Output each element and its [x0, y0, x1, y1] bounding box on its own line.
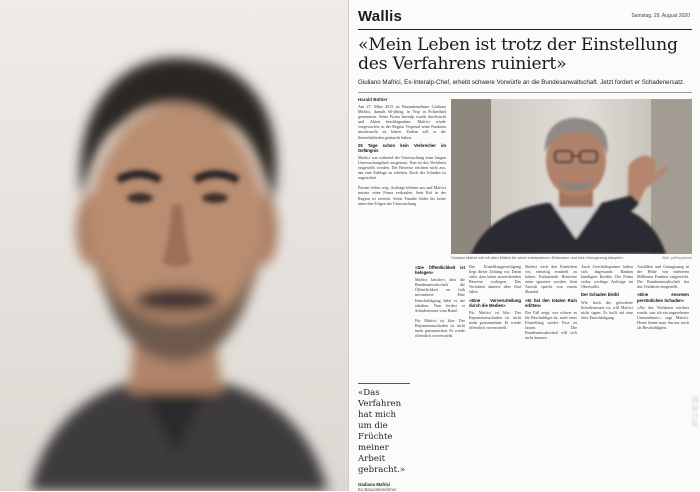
paragraph: Wie hoch der geforderte Schadenersatz ist, will Mafrici nicht sagen. Er hofft auf eine faire Entschädigung.: [581, 299, 633, 320]
deck-rule: [358, 92, 692, 93]
section-title: Wallis: [358, 8, 402, 25]
divider: [348, 0, 349, 491]
article-column-3: [469, 264, 521, 488]
article-column-5: [581, 264, 633, 488]
pull-quote: [358, 383, 410, 492]
paragraph: Auch Geschäftspartner haben sich abgewandt. Banken kündigten Kredite. Die Firma verlor wichtige Aufträge im Oberwallis.: [581, 264, 633, 290]
pull-quote-rule: [358, 383, 410, 384]
paragraph: Mafrici kritisiert, dass die Bundesanwaltschaft die Öffentlichkeit zu früh informierte. Eine Entschuldigung habe er nie erhalten. Nun fordert er Schadenersatz vom Bund.: [415, 277, 465, 313]
pull-quote-role: Ex-Bauunternehmer: [358, 487, 397, 492]
subheading: 25 Tage schon kein Verbrecher im Gefängnis: [358, 142, 446, 153]
article-column-4: [525, 264, 577, 488]
subheading: «Er hat den totalen Ruin erlitten»: [525, 297, 577, 308]
article-photo: [451, 99, 692, 254]
paragraph: Für Mafrici ist klar: Der Reputationsschaden ist nicht mehr gutzumachen. Er wurde öffentlich vorverurteilt.: [415, 317, 465, 339]
photo-caption: Giuliano Mafrici will mit allen Mitteln für seine entstandenen Einbussen und eine Genugtuung kämpfen.: [451, 256, 624, 260]
subheading: «Die Öffentlichkeit ist belogen»: [415, 265, 465, 276]
subheading: «Eine enormen persönlichen Schaden»: [637, 292, 689, 303]
date: Samstag, 29. August 2020: [631, 13, 690, 19]
portrait-photo: [0, 0, 348, 491]
paragraph: Der Fall zeigt, wie schwer es für Beschuldigte ist, nach einer Einstellung wieder Fuss zu fassen. Die Bundesanwaltschaft will sich nicht äussern.: [525, 309, 577, 341]
paragraph: Ausfällen und Genugtuung in der Höhe von mehreren Millionen Franken eingereicht. Die Bundesanwaltschaft hat das Verfahren eingestellt.: [637, 264, 689, 290]
article-photo-illustration: [451, 99, 692, 254]
paragraph: Am 27. März 2015 ist Bauunternehmer Giuliano Mafrici, damals 60-jährig, in Visp in Polizeihaft genommen. Seine Firma Interalp wurde durchsucht und Akten beschlagnahmt. Mafrici wurde vorgeworfen, in der Region Vispertal seine Funktion missbraucht zu haben. Zudem soll er die Steuerbehörden getäuscht haben.: [358, 104, 446, 140]
article-column-6: [637, 264, 689, 488]
headline: «Mein Leben ist trotz der Einstellung des Verfahrens ruiniert»: [358, 35, 678, 74]
paragraph: Für Mafrici ist klar: Der Reputationsschaden ist nicht mehr gutzumachen. Er wurde öffentlich vorverurteilt.: [469, 309, 521, 331]
subheading: «Eine Vorverurteilung durch die Medien»: [469, 297, 521, 308]
article-column-2: [415, 262, 465, 488]
paragraph: Partner fielen weg, Aufträge blieben aus und Mafrici musste seine Firma verkaufen. Sein Ruf in der Region ist zerstört. Seine Familie leidet bis heute unter den Folgen der Untersuchung.: [358, 185, 446, 206]
photo-credit: Bild: pd/Keystone: [662, 256, 692, 260]
subheading: Der Schaden bleibt: [581, 292, 619, 298]
paragraph: «Als das Verfahren eröffnet wurde, war ich ein angesehener Unternehmer», sagt Mafrici. Heute kenne man ihn nur noch als Beschuldigten.: [637, 304, 689, 331]
byline: Harald Bühler: [358, 97, 388, 102]
pull-quote-text: «Das Verfahren hat mich um die Früchte meiner Arbeit gebracht.»: [358, 388, 406, 475]
subheadline: Giuliano Mafrici, Ex-Interalp-Chef, erhebt schwere Vorwürfe an die Bundesanwaltschaft. Jetzt fordert er Schadenersatz.: [358, 79, 685, 86]
portrait-illustration: [0, 0, 348, 491]
paragraph: Die Einstellungsverfügung liegt dieser Zeitung vor. Darin steht, dass keine ausreichenden Beweise vorliegen. Das Verfahren dauerte über fünf Jahre.: [469, 264, 521, 295]
paragraph: Mafrici war während der Untersuchung einer langen Untersuchungshaft ausgesetzt. Nun ist das Verfahren eingestellt worden. Die Beweise reichten nicht aus, um eine Anklage zu erheben. Doch der Schaden ist angerichtet.: [358, 154, 446, 181]
header-rule: [358, 29, 692, 30]
pull-quote-author: Giuliano Mafrici: [358, 482, 391, 487]
paragraph: Mafrici wirft den Ermittlern vor, einseitig ermittelt zu haben. Entlastende Hinweise seien ignoriert worden. Sein Anwalt spricht von einem Skandal.: [525, 264, 577, 295]
watermark: 国际日报: [691, 396, 698, 428]
